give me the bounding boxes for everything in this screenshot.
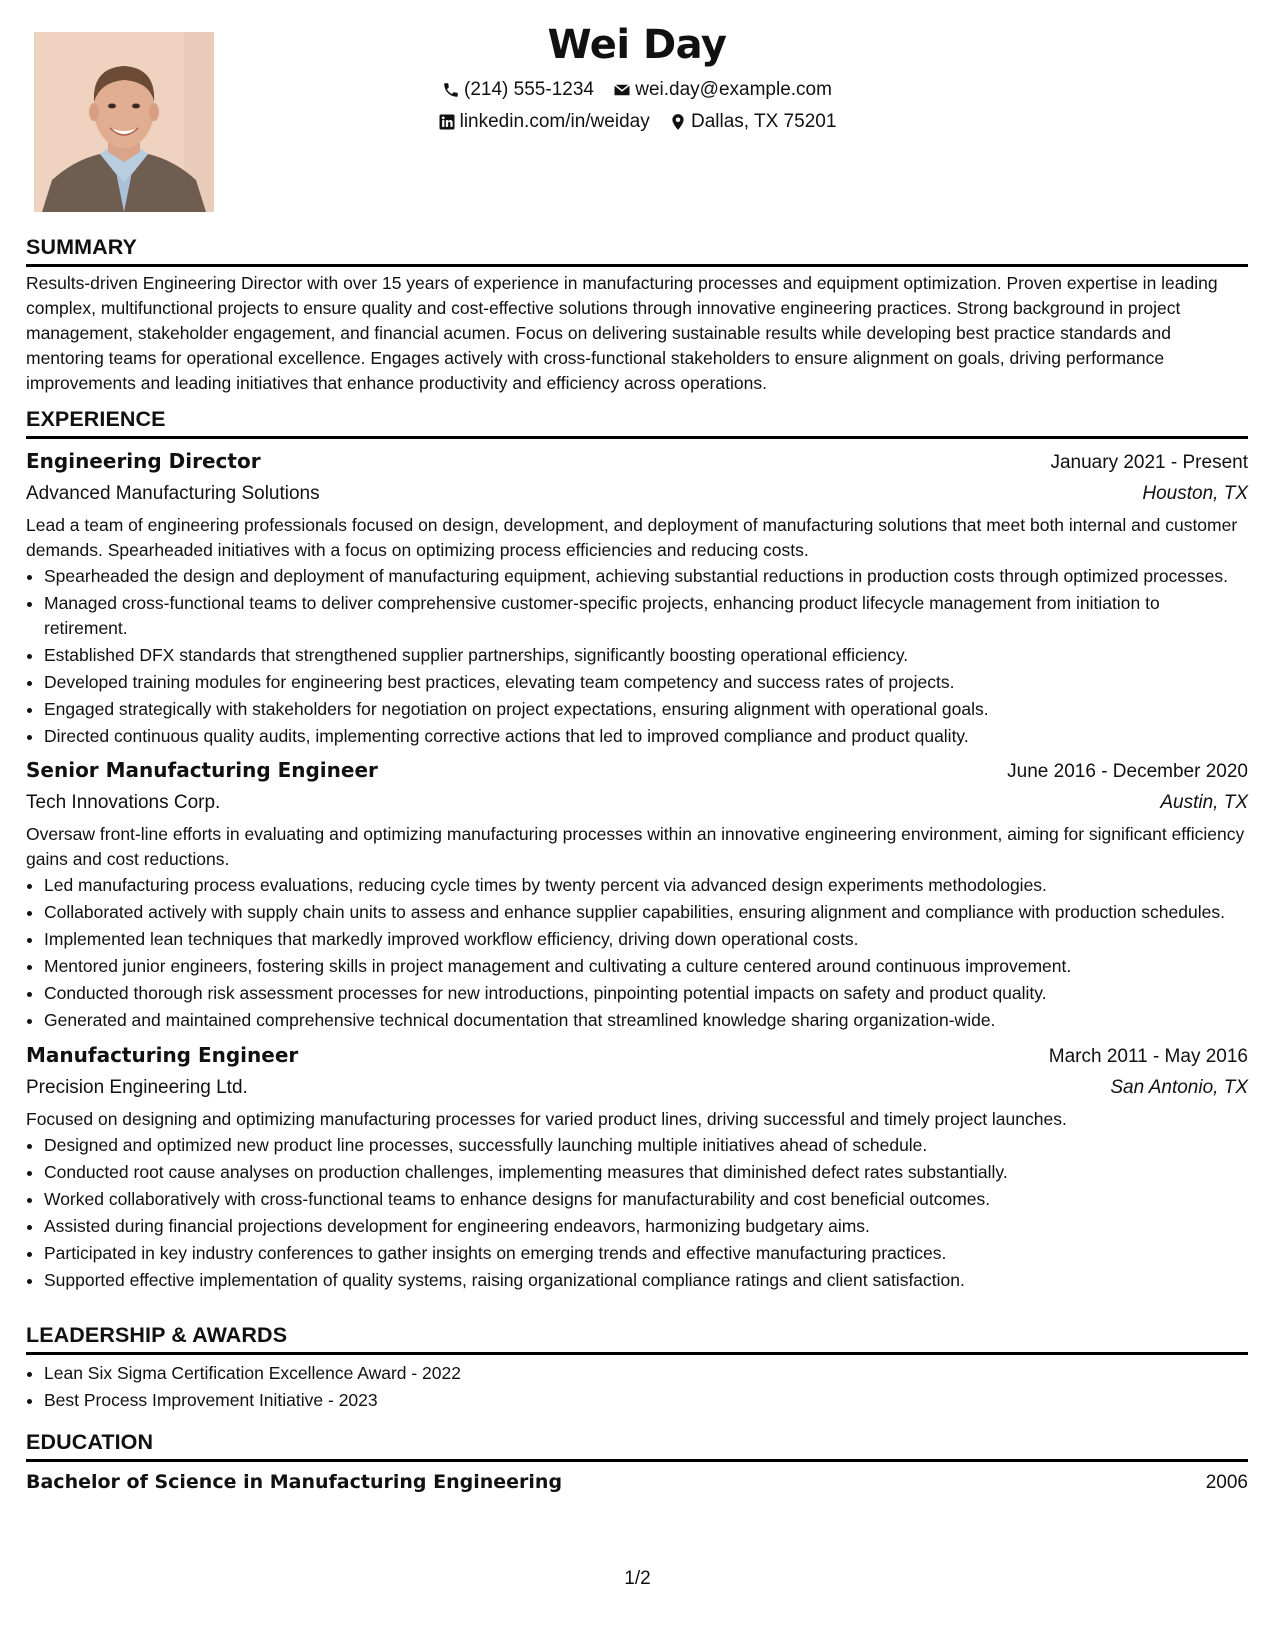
- job-company: Precision Engineering Ltd.: [26, 1076, 248, 1098]
- location-contact: [669, 111, 836, 133]
- contact-line-1: [26, 79, 1248, 105]
- job-dates: June 2016 - December 2020: [1007, 761, 1248, 782]
- job-bullet: • Spearheaded the design and deployment of manufacturing equipment, achieving substantial reductions in production costs through optimized processes.: [44, 564, 1248, 589]
- job-bullet: • Supported effective implementation of quality systems, raising organizational compliance ratings and client satisfaction.: [44, 1268, 1248, 1293]
- section-title-summary: SUMMARY: [26, 232, 1248, 267]
- job-description: Lead a team of engineering professionals focused on design, development, and deployment of manufacturing solutions that meet both internal and customer demands. Spearheaded initiatives with a focus on optimizing process efficiencies and reducing costs.: [26, 515, 1238, 560]
- job-bullets: [26, 564, 1248, 748]
- leadership-section: [26, 1320, 1248, 1415]
- job-title: Senior Manufacturing Engineer: [26, 758, 378, 782]
- job-bullet: • Conducted root cause analyses on production challenges, implementing measures that diminished defect rates substantially.: [44, 1160, 1248, 1185]
- job-entry: [26, 754, 1248, 1033]
- job-description: Focused on designing and optimizing manufacturing processes for varied product lines, driving successful and timely project launches.: [26, 1108, 1067, 1129]
- job-bullet: • Assisted during financial projections development for engineering endeavors, harmonizing budgetary aims.: [44, 1214, 1248, 1239]
- job-dates: January 2021 - Present: [1050, 452, 1248, 473]
- job-bullet: • Collaborated actively with supply chain units to assess and enhance supplier capabilities, ensuring alignment and compliance with production schedules.: [44, 900, 1248, 925]
- section-title-leadership: LEADERSHIP & AWARDS: [26, 1320, 1248, 1355]
- summary-section: [26, 232, 1248, 396]
- section-title-experience: EXPERIENCE: [26, 404, 1248, 439]
- award-item: • Lean Six Sigma Certification Excellence Award - 2022: [44, 1361, 1248, 1386]
- section-title-education: EDUCATION: [26, 1427, 1248, 1462]
- phone-icon: [442, 81, 460, 99]
- job-dates: March 2011 - May 2016: [1048, 1045, 1248, 1067]
- awards-list: [26, 1361, 1248, 1413]
- job-bullets: [26, 1133, 1248, 1293]
- job-location: San Antonio, TX: [1110, 1076, 1248, 1098]
- job-company: Tech Innovations Corp.: [26, 792, 221, 813]
- experience-section: [26, 404, 1248, 1295]
- job-title: Manufacturing Engineer: [26, 1042, 299, 1067]
- envelope-icon: [613, 81, 631, 99]
- location-text: Dallas, TX 75201: [690, 111, 837, 132]
- page-number: 1/2: [624, 1568, 651, 1589]
- candidate-name: Wei Day: [547, 22, 727, 68]
- education-degree: Bachelor of Science in Manufacturing Engineering: [26, 1471, 563, 1493]
- contact-line-2: [26, 111, 1248, 137]
- education-section: [26, 1427, 1248, 1497]
- linkedin-contact[interactable]: [438, 111, 650, 133]
- phone-text: (214) 555-1234: [464, 79, 594, 100]
- map-pin-icon: [669, 113, 687, 131]
- job-bullet: • Designed and optimized new product line processes, successfully launching multiple initiatives ahead of schedule.: [44, 1133, 1248, 1158]
- job-bullet: • Mentored junior engineers, fostering skills in project management and cultivating a culture centered around continuous improvement.: [44, 954, 1248, 979]
- job-bullet: • Directed continuous quality audits, implementing corrective actions that led to improved compliance and product quality.: [44, 724, 1248, 749]
- job-bullet: • Implemented lean techniques that markedly improved workflow efficiency, driving down operational costs.: [44, 927, 1248, 952]
- job-bullet: • Developed training modules for engineering best practices, elevating team competency and success rates of projects.: [44, 670, 1248, 695]
- award-item: • Best Process Improvement Initiative - 2023: [44, 1388, 1248, 1413]
- job-description: Oversaw front-line efforts in evaluating and optimizing manufacturing processes within an innovative engineering environment, aiming for significant efficiency gains and cost reductions.: [26, 824, 1245, 869]
- job-company: Advanced Manufacturing Solutions: [26, 483, 320, 504]
- job-entry: [26, 445, 1248, 748]
- summary-text: Results-driven Engineering Director with over 15 years of experience in manufacturing processes and equipment optimization. Proven expertise in leading complex, multifunctional projects to ensure quality and cost-effective solutions through innovative engineering practices. Strong background in project management, stakeholder engagement, and financial acumen. Focus on delivering sustainable results while developing best practice standards and mentoring teams for operational excellence. Engages actively with cross-functional stakeholders to ensure alignment on goals, driving performance improvements and leading initiatives that enhance productivity and efficiency across operations.: [26, 273, 1218, 393]
- job-bullet: • Engaged strategically with stakeholders for negotiation on project expectations, ensuring alignment with operational goals.: [44, 697, 1248, 722]
- job-bullet: • Participated in key industry conferences to gather insights on emerging trends and effective manufacturing practices.: [44, 1241, 1248, 1266]
- linkedin-text: linkedin.com/in/weiday: [459, 111, 650, 132]
- phone-contact[interactable]: [442, 79, 594, 101]
- job-bullet: • Led manufacturing process evaluations, reducing cycle times by twenty percent via advanced design experiments methodologies.: [44, 873, 1248, 898]
- job-location: Austin, TX: [1160, 792, 1248, 813]
- job-bullet: • Worked collaboratively with cross-functional teams to enhance designs for manufacturability and cost beneficial outcomes.: [44, 1187, 1248, 1212]
- job-bullet: • Generated and maintained comprehensive technical documentation that streamlined knowledge sharing organization-wide.: [44, 1008, 1248, 1033]
- linkedin-icon: [438, 113, 456, 131]
- job-entry: [26, 1039, 1248, 1293]
- email-contact[interactable]: [613, 79, 832, 101]
- education-year: 2006: [1205, 1472, 1248, 1493]
- job-location: Houston, TX: [1142, 483, 1248, 504]
- job-bullet: • Established DFX standards that strengthened supplier partnerships, significantly boosting operational efficiency.: [44, 643, 1248, 668]
- job-title: Engineering Director: [26, 449, 261, 473]
- resume-page: [26, 0, 1248, 1650]
- job-bullet: • Managed cross-functional teams to deliver comprehensive customer-specific projects, enhancing product lifecycle management from initiation to retirement.: [44, 591, 1248, 640]
- job-bullets: [26, 873, 1248, 1033]
- email-text: wei.day@example.com: [635, 79, 832, 100]
- job-bullet: • Conducted thorough risk assessment processes for new introductions, pinpointing potential impacts on safety and product quality.: [44, 981, 1248, 1006]
